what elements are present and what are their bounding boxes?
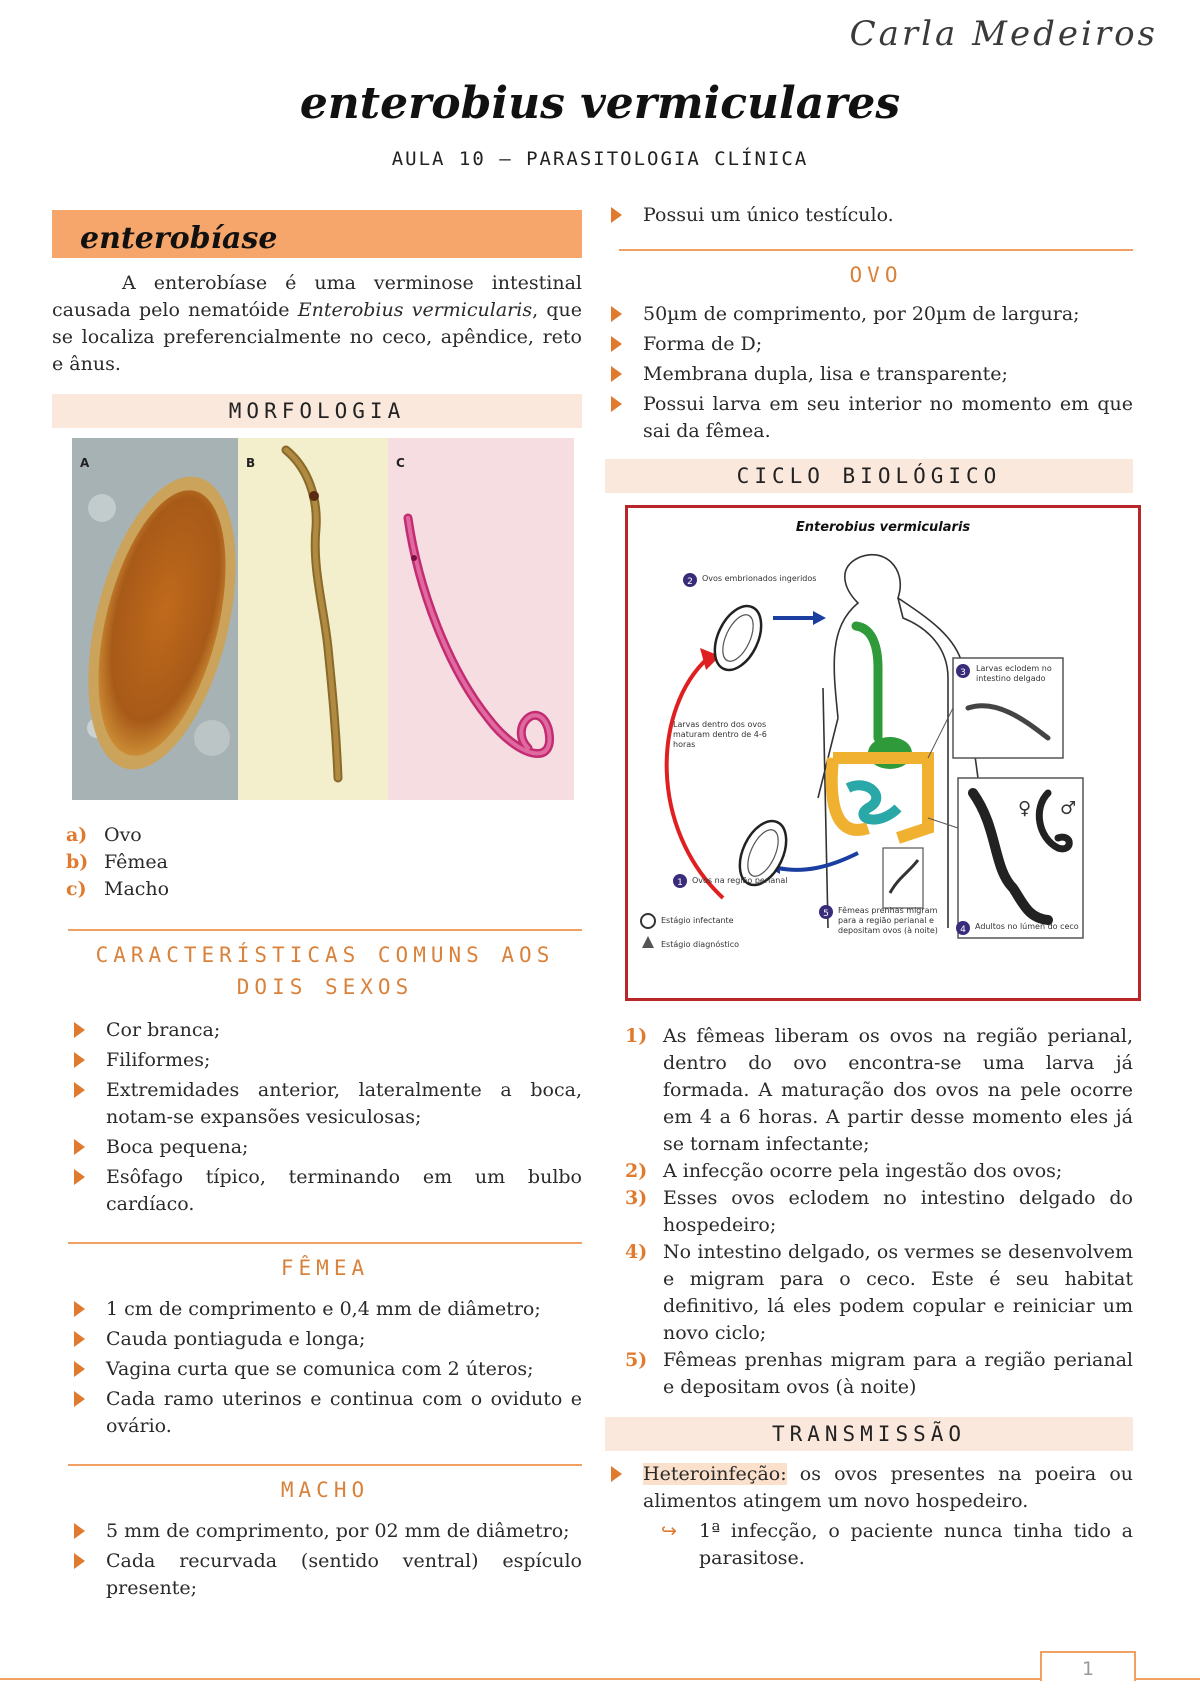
triangle-bullet-icon <box>611 207 622 223</box>
femea-heading: FÊMEA <box>68 1242 582 1284</box>
triangle-bullet-icon <box>74 1331 85 1347</box>
svg-text:4: 4 <box>960 925 966 935</box>
female-symbol-icon: ♀ <box>1018 798 1032 819</box>
triangle-bullet-icon <box>74 1139 85 1155</box>
macho-list <box>68 1518 582 1602</box>
list-item: Extremidades anterior, lateralmente a boca, notam-se expansões vesiculosas; <box>68 1077 582 1131</box>
diagram-step1: Ovos na região perianal <box>692 876 788 885</box>
triangle-bullet-icon <box>611 306 622 322</box>
femea-list <box>68 1296 582 1440</box>
diagram-title: Enterobius vermicularis <box>795 520 971 535</box>
list-item: Esôfago típico, terminando em um bulbo cardíaco. <box>68 1164 582 1218</box>
sub-list-item: ↪ 1ª infecção, o paciente nunca tinha tido a parasitose. <box>661 1520 1133 1569</box>
list-item: Membrana dupla, lisa e transparente; <box>605 361 1133 388</box>
egg-image <box>72 438 238 800</box>
list-item: Vagina curta que se comunica com 2 úteros; <box>68 1356 582 1383</box>
cycle-steps-list <box>625 1023 1133 1401</box>
ovo-list <box>605 301 1133 445</box>
male-image <box>388 438 574 800</box>
banner-text: enterobíase <box>80 221 278 256</box>
section-banner-enterobiase <box>52 210 582 258</box>
diagram-maturation: Larvas dentro dos ovos maturam dentro de 4-6 horas <box>673 720 767 749</box>
diagram-legend-diag: Estágio diagnóstico <box>661 940 740 949</box>
panel-label-b: B <box>246 456 256 470</box>
female-image <box>238 438 388 800</box>
triangle-bullet-icon <box>74 1169 85 1185</box>
footer-line <box>0 1678 1200 1680</box>
caracteristicas-list <box>68 1017 582 1218</box>
list-item: Forma de D; <box>605 331 1133 358</box>
morphology-figure <box>72 438 574 800</box>
caracteristicas-heading: CARACTERÍSTICAS COMUNS AOS DOIS SEXOS <box>68 929 582 1003</box>
triangle-bullet-icon <box>611 336 622 352</box>
macho-list-continued <box>605 202 1133 229</box>
triangle-bullet-icon <box>74 1391 85 1407</box>
list-item: 50µm de comprimento, por 20µm de largura; <box>605 301 1133 328</box>
left-column <box>52 210 582 1605</box>
cycle-step: 3) Esses ovos eclodem no intestino delgado do hospedeiro; <box>625 1187 1133 1236</box>
triangle-bullet-icon <box>74 1361 85 1377</box>
list-item: Cauda pontiaguda e longa; <box>68 1326 582 1353</box>
heteroinfection-term: Heteroinfeção: <box>643 1463 787 1485</box>
morphology-legend <box>66 822 582 903</box>
legend-item: b) Fêmea <box>66 851 168 873</box>
page-number: 1 <box>1040 1651 1136 1681</box>
cycle-step: 4) No intestino delgado, os vermes se desenvolvem e migram para o ceco. Este é seu habitat definitivo, lá eles podem copular e reiniciar um novo ciclo; <box>625 1241 1133 1344</box>
list-item: Possui larva em seu interior no momento em que sai da fêmea. <box>605 391 1133 445</box>
female-panel <box>238 438 388 800</box>
cycle-step: 1) As fêmeas liberam os ovos na região perianal, dentro do ovo encontra-se uma larva já formada. A maturação dos ovos na pele ocorre em 4 a 6 horas. A partir desse momento eles já se tornam infectante; <box>625 1025 1133 1155</box>
cycle-step: 2) A infecção ocorre pela ingestão dos ovos; <box>625 1160 1063 1182</box>
transmissao-list <box>605 1461 1133 1515</box>
diagram-step5: Fêmeas prenhas migram para a região perianal e depositam ovos (à noite) <box>838 906 938 935</box>
cycle-step: 5) Fêmeas prenhas migram para a região perianal e depositam ovos (à noite) <box>625 1349 1133 1398</box>
svg-text:1: 1 <box>677 878 683 888</box>
svg-text:5: 5 <box>823 909 829 919</box>
list-item: 1 cm de comprimento e 0,4 mm de diâmetro; <box>68 1296 582 1323</box>
diagram-step3: Larvas eclodem no intestino delgado <box>976 664 1052 683</box>
macho-heading: MACHO <box>68 1464 582 1506</box>
triangle-bullet-icon <box>74 1553 85 1569</box>
svg-text:3: 3 <box>960 668 966 678</box>
triangle-bullet-icon <box>74 1301 85 1317</box>
panel-label-c: C <box>396 456 405 470</box>
list-item: Possui um único testículo. <box>605 202 1133 229</box>
triangle-bullet-icon <box>74 1052 85 1068</box>
egg-panel <box>72 438 238 800</box>
list-item: Filiformes; <box>68 1047 582 1074</box>
svg-text:2: 2 <box>687 577 693 587</box>
triangle-bullet-icon <box>74 1022 85 1038</box>
return-arrow-icon: ↪ <box>661 1520 677 1542</box>
signature: Carla Medeiros <box>849 14 1158 54</box>
list-item: Boca pequena; <box>68 1134 582 1161</box>
legend-item: a) Ovo <box>66 824 142 846</box>
triangle-bullet-icon <box>611 1466 622 1482</box>
list-item: 5 mm de comprimento, por 02 mm de diâmetro; <box>68 1518 582 1545</box>
list-item: Cada ramo uterinos e continua com o oviduto e ovário. <box>68 1386 582 1440</box>
list-item: Heteroinfeção: os ovos presentes na poeira ou alimentos atingem um novo hospedeiro. <box>605 1461 1133 1515</box>
life-cycle-diagram <box>625 505 1141 1001</box>
triangle-bullet-icon <box>611 396 622 412</box>
triangle-bullet-icon <box>74 1082 85 1098</box>
triangle-bullet-icon <box>74 1523 85 1539</box>
male-symbol-icon: ♂ <box>1060 798 1077 819</box>
triangle-bullet-icon <box>611 366 622 382</box>
list-item: Cor branca; <box>68 1017 582 1044</box>
list-item: Cada recurvada (sentido ventral) espículo presente; <box>68 1548 582 1602</box>
ovo-heading: OVO <box>619 249 1133 291</box>
diagram-step2: Ovos embrionados ingeridos <box>702 574 817 583</box>
ciclo-heading: CICLO BIOLÓGICO <box>605 459 1133 493</box>
morfologia-heading: MORFOLOGIA <box>52 394 582 428</box>
intro-paragraph: A enterobíase é uma verminose intestinal causada pelo nematóide Enterobius vermicularis, que se localiza preferencialmente no ceco, apêndice, reto e ânus. <box>52 272 582 375</box>
diagram-legend-infect: Estágio infectante <box>661 916 734 925</box>
male-panel <box>388 438 574 800</box>
page-subtitle: AULA 10 – PARASITOLOGIA CLÍNICA <box>391 148 809 170</box>
right-column <box>605 202 1133 1572</box>
diagram-step4: Adultos no lúmen do ceco <box>975 922 1079 931</box>
page-title: enterobius vermiculares <box>299 78 901 129</box>
panel-label-a: A <box>80 456 90 470</box>
transmissao-heading: TRANSMISSÃO <box>605 1417 1133 1451</box>
legend-item: c) Macho <box>66 878 170 900</box>
species-name: Enterobius vermicularis <box>297 299 533 321</box>
